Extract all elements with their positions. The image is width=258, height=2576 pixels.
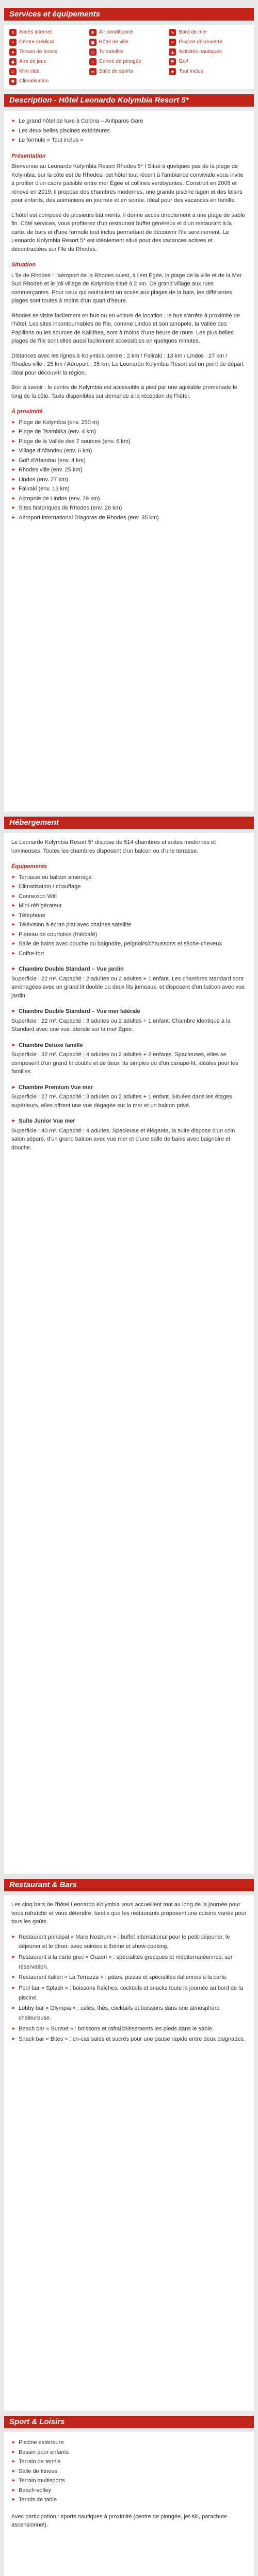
list-item: ▸ Aéroport international Diagoras de Rhodes (env. 35 km) [11, 514, 247, 522]
diver-icon: ○ [89, 58, 96, 65]
room-text: Superficie : 27 m². Capacité : 3 adultes ou 2 adultes + 1 enfant. Situées dans les étages supérieurs, elles offrent une vue dégagée sur la mer et un balcon privé. [11, 1094, 232, 1109]
star-icon: ★ [169, 68, 176, 75]
services-card [4, 25, 254, 89]
fan-icon: ✱ [9, 78, 17, 85]
service-label: Air conditionné [99, 29, 133, 35]
service-label: Centre de plongée [99, 59, 141, 64]
list-item: ▸ Terrain multisports [11, 2477, 247, 2485]
tennis-icon: ● [9, 48, 17, 56]
list-item: ▸ Les deux belles piscines extérieures [11, 127, 247, 135]
list-item: ▸ Beach-volley [11, 2486, 247, 2495]
list-item: ▸ Climatisation / chauffage [11, 883, 247, 891]
room-name-list [11, 1083, 247, 1092]
description-title: Description - Hôtel Leonardo Kolymbia Resort 5* [4, 94, 254, 107]
sport-note: Avec participation : sports nautiques à proximité (centre de plongée, jet-ski, parachute ascensionnel). [11, 2513, 228, 2528]
hebergement-title: Hébergement [4, 817, 254, 829]
paragraph: Distances avec les lignes à Kolymbia centre : 2 km / Faliraki : 13 km / Lindos : 27 km / Rhodes ville : 25 km / Aéroport : 35 km. Le Leonardo Kolymbia Resort est un point de départ idéal pour découvrir la région. [11, 352, 244, 376]
list-item: ▸ Lobby bar « Olympia » : cafés, thés, cocktails et boissons dans une atmosphère chaleureuse. [11, 2004, 247, 2023]
list-item: ▸ Faliraki (env. 13 km) [11, 485, 247, 494]
list-item: ▸ Snack bar « Bites » : en-cas salés et sucrés pour une pause rapide entre deux baignades. [11, 2035, 247, 2044]
service-item [9, 58, 89, 65]
list-item: ▸ Le formule « Tout inclus » [11, 136, 247, 145]
list-item: ▸ Coffre-fort [11, 950, 247, 958]
presentation-heading: Présentation [11, 152, 46, 159]
list-item: ▸ Plage de Tsambika (env. 4 km) [11, 428, 247, 436]
list-item: ▸ Bassin pour enfants [11, 2448, 247, 2457]
building-icon: ▣ [89, 39, 96, 46]
service-label: Piscine découverte [179, 39, 222, 45]
list-item: ▸ Le grand hôtel de luxe à Colona – Antiparos Gare [11, 117, 247, 126]
dumbbell-icon: ═ [89, 68, 96, 75]
kids-icon: ☺ [9, 68, 17, 75]
list-item: ▸ Restaurant italien « La Terrazza » : pâtes, pizzas et spécialités italiennes à la carte. [11, 1973, 247, 1982]
list-item: ▸ Téléphone [11, 911, 247, 920]
sport-title: Sport & Loisirs [4, 2416, 254, 2428]
restaurant-intro: Les cinq bars de l'hôtel Leonardo Kolymbia vous accueillent tout au long de la journée pour vous rafraîchir et vous détendre, tandis que les restaurants proposent une cuisine variée pour tous les goûts. [11, 1902, 247, 1925]
service-item [169, 48, 249, 56]
rooms-list [11, 965, 247, 1152]
service-item [9, 68, 89, 75]
list-item: ▸ Salle de bains avec douche ou baignoire, peignoirs/chaussons et sèche-cheveux [11, 940, 247, 948]
list-item: ▸ Plage de Kolymbia (env. 250 m) [11, 418, 247, 427]
room-text: Superficie : 22 m². Capacité : 2 adultes ou 2 adultes + 1 enfant. Les chambres standard sont aménagées avec un grand lit double ou deux lits jumeaux, et disposent d'un balcon avec vue jardin. [11, 975, 245, 999]
service-label: Centre médical [19, 39, 54, 45]
equipment-list [11, 873, 247, 958]
paragraph: Bienvenue au Leonardo Kolymbia Resort Rhodes 5* ! Situé à quelques pas de la plage de Kolymbia, sur la côte est de Rhodes, cet hôtel tout récent à l'ambiance conviviale vous invite à profiter d'un cadre paisible entre mer Égée et collines verdoyantes. Construit en 2008 et rénové en 2019, il propose des chambres modernes, une grande piscine lagon et des loisirs pour enfants, des animations en journée et en soirée. Idéal pour des vacances en famille. [11, 163, 244, 204]
service-label: Bord de mer [179, 29, 207, 35]
list-item: ▸ Tennis de table [11, 2496, 247, 2504]
service-label: Golf [179, 59, 188, 64]
cross-icon: + [9, 39, 17, 46]
service-item [169, 58, 249, 65]
pool-icon: ≈ [169, 39, 176, 46]
service-label: Mini club [19, 69, 40, 74]
service-label: Climatisation [19, 78, 49, 84]
room-name-list [11, 1041, 247, 1050]
service-item [169, 68, 249, 75]
sport-list [11, 2438, 247, 2504]
list-item: ▸ Plage de la Vallée des 7 sources (env. 6 km) [11, 437, 247, 446]
playground-icon: ◆ [9, 58, 17, 65]
room-name-list [11, 1117, 247, 1126]
list-item: ▸ Sites historiques de Rhodes (env. 26 km) [11, 504, 247, 513]
service-item [9, 29, 89, 36]
list-item: ▸ Plateau de courtoisie (thé/café) [11, 930, 247, 939]
location-heading: Situation [11, 262, 36, 268]
service-label: Accès internet [19, 29, 52, 35]
list-item: ▸ Terrain de tennis [11, 2458, 247, 2466]
list-item: ▸ Piscine extérieure [11, 2438, 247, 2447]
service-item [89, 48, 169, 56]
service-item [169, 39, 249, 46]
list-item: ▸ Connexion Wifi [11, 892, 247, 901]
service-label: Terrain de tennis [19, 49, 57, 55]
service-label: Hôtel de ville [99, 39, 128, 45]
room-text: Superficie : 32 m². Capacité : 4 adultes ou 2 adultes + 2 enfants. Spacieuses, elles se composent d'un grand lit double et de deux lits simples ou d'un canapé-lit, idéales pour les familles. [11, 1052, 238, 1075]
service-item [9, 48, 89, 56]
list-item: ▸ Golf d'Afandou (env. 4 km) [11, 456, 247, 465]
service-item [169, 29, 249, 36]
service-item [89, 68, 169, 75]
service-item [89, 58, 169, 65]
list-item: ▸ Mini-réfrigérateur [11, 902, 247, 910]
service-label: Activités nautiques [179, 49, 222, 55]
list-item: ▸ Acropole de Lindos (env. 29 km) [11, 495, 247, 503]
room-text: Superficie : 22 m². Capacité : 3 adultes ou 2 adultes + 1 enfant. Chambre identique à la Standard avec une vue latérale sur la mer Égée. [11, 1018, 231, 1032]
golf-icon: ⚑ [169, 58, 176, 65]
restaurant-card [4, 1895, 254, 2411]
list-item: ▸ Rhodes ville (env. 25 km) [11, 466, 247, 474]
paragraph: Bon à savoir : le centre de Kolymbia est accessible à pied par une agréable promenade le long de la côte. Taxis disponibles sur demande à la réception de l'hôtel. [11, 384, 237, 399]
paragraph: L'île de Rhodes : l'aéroport de la Rhodes ouest, à l'est Égée, la plage de la ville et de la Mer Sud Rhodes et le joli village de Kolymbia situé à 2 km. Ce grand village aux rues commerçantes. Pour ceux qui souhaitent un accès aux plages de la baie, les différentes plages sont toutes à moins d'un quart d'heure. [11, 272, 242, 304]
boat-icon: ▲ [169, 48, 176, 56]
list-item: ▸ Village d'Afandou (env. 6 km) [11, 447, 247, 455]
room-name: ▸ Suite Junior Vue mer [11, 1117, 247, 1126]
equipment-heading: Équipements [11, 863, 47, 870]
room-name: ▸ Chambre Deluxe famille [11, 1041, 247, 1050]
description-highlights [11, 117, 247, 145]
room-name-list [11, 965, 247, 974]
presentation-text [11, 162, 247, 253]
room-name: ▸ Chambre Double Standard – Vue mer latérale [11, 1007, 247, 1016]
services-grid [4, 25, 254, 89]
list-item: ▸ Terrasse ou balcon aménagé [11, 873, 247, 882]
service-label: Aire de jeux [19, 59, 46, 64]
location-text [11, 272, 247, 401]
list-item: ▸ Pool bar « Splash » : boissons fraîches, cocktails et snacks toute la journée au bord de la piscine. [11, 1984, 247, 2003]
snowflake-icon: ❄ [89, 29, 96, 36]
description-card [4, 111, 254, 811]
room-name: ▸ Chambre Premium Vue mer [11, 1083, 247, 1092]
service-item [89, 29, 169, 36]
service-label: Tout inclus [179, 69, 203, 74]
services-title: Services et équipements [4, 8, 254, 21]
restaurant-title: Restaurant & Bars [4, 1879, 254, 1891]
restaurant-list [11, 1933, 247, 2045]
list-item: ▸ Restaurant à la carte grec « Ouzeri » : spécialités grecques et méditerranéennes, sur réservation. [11, 1953, 247, 1972]
proximity-list [11, 418, 247, 522]
list-item: ▸ Beach bar « Sunset » : boissons et rafraîchissements les pieds dans le sable. [11, 2024, 247, 2034]
paragraph: Rhodes se visite facilement en bus ou en voiture de location ; le bus s'arrête à proximité de l'hôtel. Les sites incontournables de l'île, comme Lindos et son acropole, la Vallée des Papillons ou les sources de Kallithea, sont à moins d'une heure de route. Les plus belles plages de l'île sont elles aussi facilement accessibles en quelques minutes. [11, 312, 240, 344]
proximity-heading: À proximité [11, 409, 43, 415]
wave-icon: ∿ [169, 29, 176, 36]
list-item: ▸ Salle de fitness [11, 2467, 247, 2476]
tv-icon: ▭ [89, 48, 96, 56]
service-item [9, 78, 89, 85]
room-name: ▸ Chambre Double Standard – Vue jardin [11, 965, 247, 974]
service-label: Salle de sports [99, 69, 133, 74]
service-item [89, 39, 169, 46]
hebergement-intro: Le Leonardo Kolymbia Resort 5* dispose de 514 chambres et suites modernes et lumineuses. Toutes les chambres disposent d'un balcon ou d'une terrasse. [11, 839, 216, 854]
paragraph: L'hôtel est composé de plusieurs bâtiments, il donne accès directement à une plage de sable fin. Côté services, vous profiterez d'un restaurant buffet généreux et d'un restaurant à la carte, de bars et d'une formule tout inclus permettant de découvrir l'île sereinement. Le Leonardo Kolymbia Resort 5* est idéalement situé pour des vacances actives et décontractées sur l'île de Rhodes. [11, 212, 245, 252]
sport-card [4, 2432, 254, 2576]
service-item [9, 39, 89, 46]
wifi-icon: ≡ [9, 29, 17, 36]
list-item: ▸ Télévision à écran plat avec chaînes satellite [11, 921, 247, 929]
service-label: Tv satellite [99, 49, 124, 55]
hebergement-card [4, 833, 254, 1874]
list-item: ▸ Lindos (env. 27 km) [11, 476, 247, 484]
room-name-list [11, 1007, 247, 1016]
list-item: ▸ Restaurant principal « Mare Nostrum » : buffet international pour le petit-déjeuner, le déjeuner et le dîner, avec soirées à thème et show-cooking. [11, 1933, 247, 1952]
room-text: Superficie : 40 m². Capacité : 4 adultes. Spacieuse et élégante, la suite dispose d'un coin salon séparé, d'un grand balcon avec vue mer et d'une salle de bains avec baignoire et douche. [11, 1127, 235, 1151]
